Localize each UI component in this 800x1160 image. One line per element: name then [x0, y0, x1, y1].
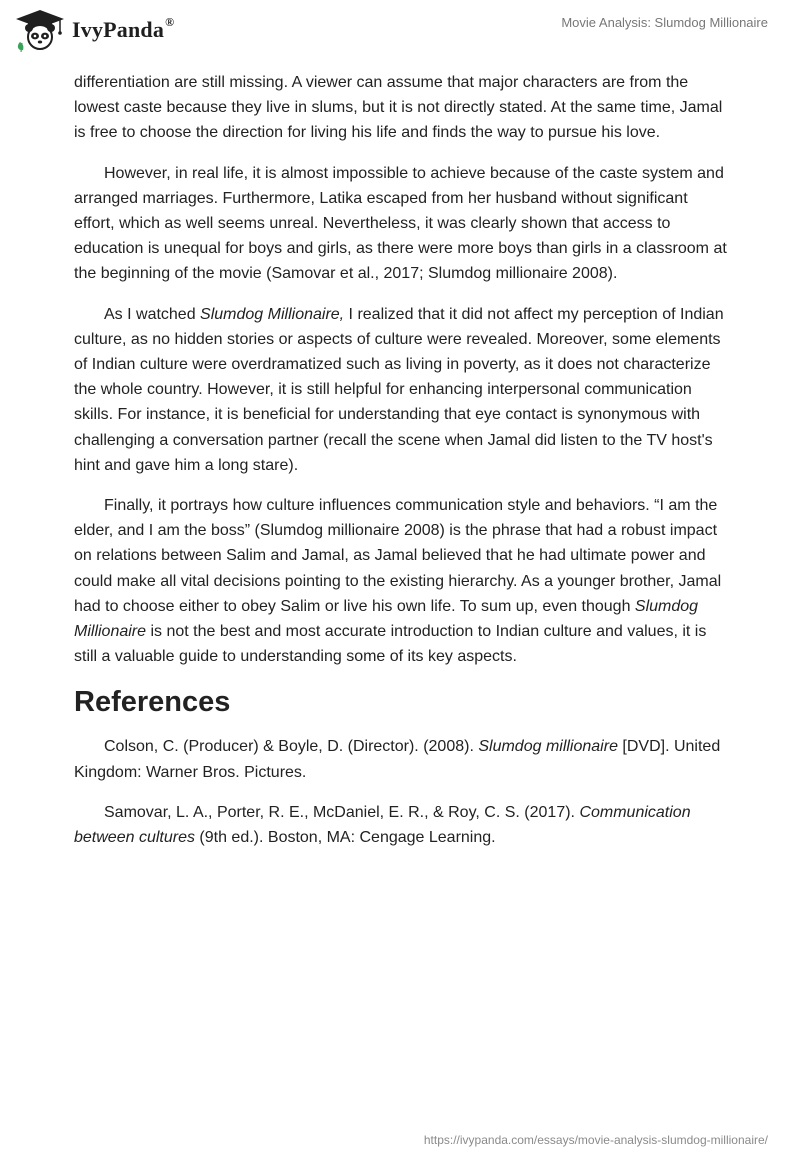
body-paragraph [74, 161, 728, 287]
text-run: Samovar, L. A., Porter, R. E., McDaniel, E. R., & Roy, C. S. (2017). [104, 803, 580, 821]
reference-item [74, 734, 728, 784]
text-run: Colson, C. (Producer) & Boyle, D. (Director). (2008). [104, 738, 479, 756]
body-paragraph [74, 302, 728, 478]
text-run: (9th ed.). Boston, MA: Cengage Learning. [194, 829, 496, 847]
text-run: As I watched [104, 305, 201, 323]
italic-title: Slumdog millionaire [478, 738, 618, 756]
reference-item [74, 800, 728, 850]
text-run: [DVD]. United Kingdom: Warner Bros. Pictures. [74, 738, 721, 781]
body-paragraph [74, 493, 728, 669]
text-run: Finally, it portrays how culture influences communication style and behaviors. “I am the elder, and I am the boss” (Slumdog millionaire 2008) is the phrase that had a robust impact on relations between Salim and Jamal, as Jamal believed that he had ultimate power and could make all vital decisions pointing to the existing hierarchy. As a younger brother, Jamal had to choose either to obey Salim or live his own life. To sum up, even though [74, 497, 722, 615]
panda-graduate-icon [14, 8, 66, 52]
body-paragraphs [74, 70, 728, 669]
italic-title: Slumdog Millionaire [74, 597, 699, 641]
body-paragraph [74, 70, 728, 146]
source-url[interactable]: https://ivypanda.com/essays/movie-analysis-slumdog-millionaire/ [423, 1133, 768, 1147]
brand-name: IvyPanda® [72, 15, 175, 42]
ivypanda-logo[interactable] [14, 8, 174, 52]
italic-title: Communication between cultures [74, 803, 691, 847]
text-run: However, in real life, it is almost impossible to achieve because of the caste system and arranged marriages. Furthermore, Latika escaped from her husband without significant effort, which as well seems unreal. Nevertheless, it was clearly shown that access to education is unequal for boys and girls, as there were more boys than girls in a classroom at the beginning of the movie (Samovar et al., 2017; Slumdog millionaire 2008). [74, 164, 727, 283]
essay-content [74, 70, 728, 865]
text-run: is not the best and most accurate introduction to Indian culture and values, it is still a valuable guide to understanding some of its key aspects. [74, 623, 707, 666]
references-heading: References [74, 686, 231, 719]
document-title: Movie Analysis: Slumdog Millionaire [561, 15, 768, 30]
page-header [0, 0, 800, 64]
text-run: I realized that it did not affect my perception of Indian culture, as no hidden stories or aspects of culture were revealed. Moreover, some elements of Indian culture were overdramatized such as living in poverty, as it does not characterize the whole country. However, it is still helpful for enhancing interpersonal communication skills. For instance, it is beneficial for understanding that eye contact is synonymous with challenging a conversation partner (recall the scene when Jamal did listen to the TV host's hint and gave him a long stare). [74, 305, 724, 474]
text-run: differentiation are still missing. A viewer can assume that major characters are from the lowest caste because they live in slums, but it is not directly stated. At the same time, Jamal is free to choose the direction for living his life and finds the way to pursue his love. [74, 74, 723, 142]
italic-title: Slumdog Millionaire, [200, 305, 345, 323]
references-list [74, 734, 728, 850]
